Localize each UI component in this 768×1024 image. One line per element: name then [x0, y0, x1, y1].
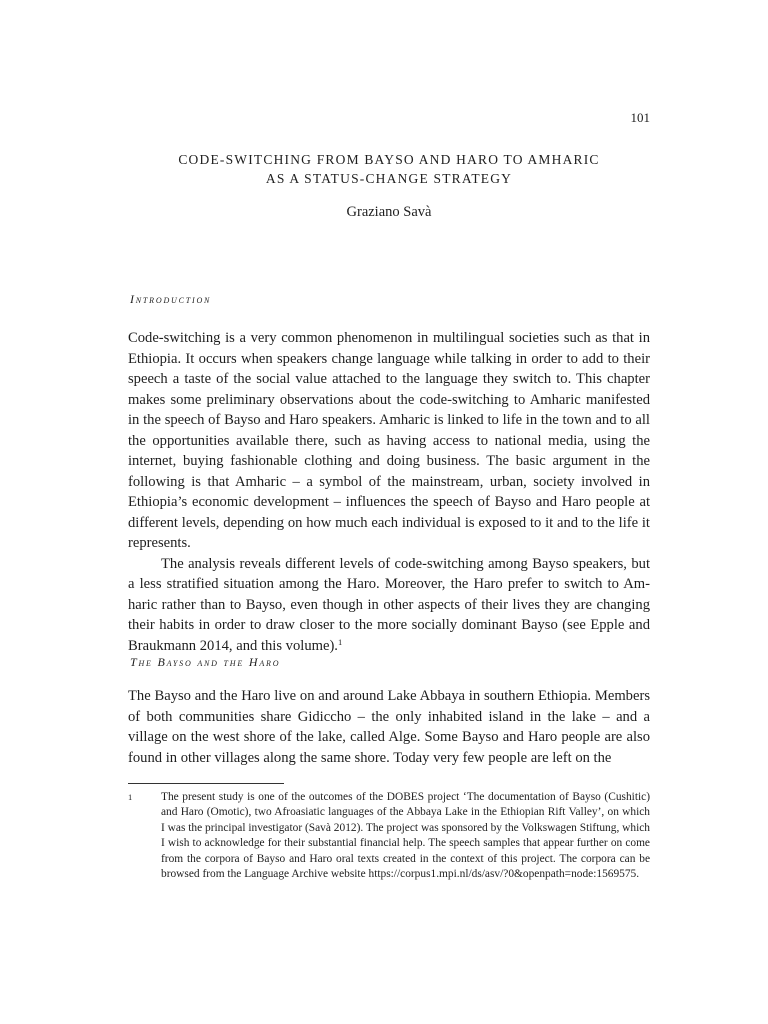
introduction-body [128, 328, 650, 656]
footnote-mark: 1 [128, 792, 133, 802]
paragraph-text: The analysis reveals different levels of code-switching among Bayso speakers, but a less stratified situation among the Haro. Moreover, the Haro prefer to switch to Amharic rather than to Bayso, even though in other aspects of their lives they are changing their habits in order to draw closer to the more socially dominant Bayso (see Epple and Braukmann 2014, and this volume). [128, 555, 650, 654]
title-line-2: AS A STATUS-CHANGE STRATEGY [265, 171, 513, 186]
footnote [128, 790, 650, 882]
footnote-divider [128, 783, 284, 784]
paragraph: The Bayso and the Haro live on and around Lake Abbaya in southern Ethiopia. Members of both communities share Gidiccho – the only inhabited island in the lake – and a village on the west shore of the lake, called Alge. Some Bayso and Haro people are also found in other villages along the same shore. Today very few people are left on the [128, 688, 650, 766]
footnote-reference: 1 [337, 636, 343, 647]
author-name: Graziano Savà [346, 204, 432, 220]
paragraph: Code-switching is a very common phenomenon in multilingual societies such as that in Ethiopia. It occurs when speakers change language while talking in order to add to their speech a taste of the social value attached to the language they switch to. This chapter makes some preliminary observations about the code-switching to Amharic manifested in the speech of Bayso and Haro speakers. Amharic is linked to life in the town and to all the opportunities available there, such as having access to national media, using the internet, buying fashionable clothing and doing business. The basic argument in the following is that Amharic – a symbol of the mainstream, urban, society involved in Ethiopia’s economic development – influences the speech of Bayso and Haro people at different levels, depending on how much each individual is exposed to it and to the life it represents. [128, 330, 650, 551]
bayso-haro-body [128, 686, 650, 768]
section-heading-bayso-haro: The Bayso and the Haro [130, 655, 281, 669]
section-heading-introduction: Introduction [130, 292, 212, 306]
paragraph [128, 554, 650, 657]
footnote-text: The present study is one of the outcomes of the DOBES project ‘The documentation of Bayso (Cushitic) and Haro (Omotic), two Afroasiatic languages of the Abbaya Lake in the Ethiopian Rift Valley’, on which I was the principal investigator (Savà 2012). The project was sponsored by the Volkswagen Stiftung, which I wish to acknowledge for their substantial financial help. The speech samples that appear further on come from the corpora of Bayso and Haro oral texts created in the context of this project. The corpora can be browsed from the Language Archive website https://corpus1.mpi.nl/ds/asv/?0&openpath=node:1569575. [161, 791, 650, 881]
title-line-1: CODE-SWITCHING FROM BAYSO AND HARO TO AMHARIC [178, 152, 600, 167]
page-number: 101 [630, 110, 650, 125]
paper-title [128, 150, 650, 188]
